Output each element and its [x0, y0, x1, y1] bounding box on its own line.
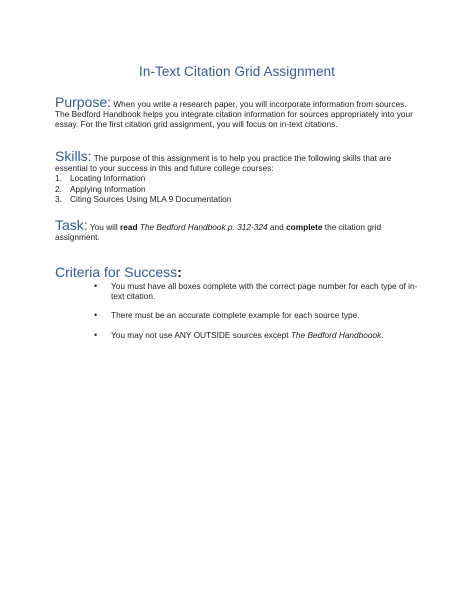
task-text-1: You will: [87, 222, 120, 232]
criteria-heading-colon: :: [177, 264, 182, 280]
purpose-text: When you write a research paper, you will incorporate information from sources. The Bedford Handbook helps you integrate citation information for sources appropriately into your essay. For the first citation grid assignment, you will focus on in-text citations.: [55, 99, 413, 130]
list-item: [94, 330, 424, 340]
bullet-icon: •: [94, 310, 98, 321]
task-heading: Task:: [55, 217, 88, 233]
skills-list: [55, 173, 420, 204]
skills-heading: Skills:: [55, 148, 92, 164]
task-text-2: and: [267, 222, 287, 232]
task-book-reference: The Bedford Handbook p. 312-324: [137, 222, 268, 232]
list-item-label: Applying Information: [70, 183, 146, 194]
criteria-list: [94, 281, 424, 349]
criteria-item-text: You may not use ANY OUTSIDE sources except: [111, 329, 291, 340]
task-complete-emphasis: complete: [286, 222, 323, 232]
page-title: In-Text Citation Grid Assignment: [138, 64, 336, 79]
criteria-item-book: The Bedford Handboook: [290, 329, 382, 340]
list-item-number: 2.: [55, 183, 62, 194]
criteria-item-text: You must have all boxes complete with the correct page number for each type of in-text citation.: [111, 281, 418, 302]
list-item: [55, 173, 420, 183]
list-item: [55, 184, 420, 194]
purpose-section: [55, 94, 420, 130]
purpose-heading: Purpose:: [55, 94, 112, 110]
criteria-item-text-end: .: [381, 329, 384, 340]
list-item-number: 3.: [55, 193, 62, 204]
criteria-heading-text: Criteria for Success: [55, 264, 178, 280]
criteria-item-text: There must be an accurate complete example for each source type.: [111, 310, 360, 321]
list-item-label: Citing Sources Using MLA 9 Documentation: [70, 193, 232, 204]
skills-section: [55, 148, 420, 204]
list-item: [94, 281, 424, 301]
skills-intro: The purpose of this assignment is to help you practice the following skills that are essential to your success in this and future college courses:: [55, 153, 392, 174]
list-item: [94, 310, 424, 320]
bullet-icon: •: [94, 329, 98, 340]
task-text-3: the citation grid assignment.: [55, 222, 382, 243]
list-item: [55, 194, 420, 204]
list-item-label: Locating Information: [70, 173, 146, 184]
task-read-emphasis: read: [119, 222, 138, 232]
bullet-icon: •: [94, 281, 98, 291]
criteria-heading: [55, 264, 182, 280]
task-section: [55, 217, 420, 243]
list-item-number: 1.: [55, 173, 62, 184]
